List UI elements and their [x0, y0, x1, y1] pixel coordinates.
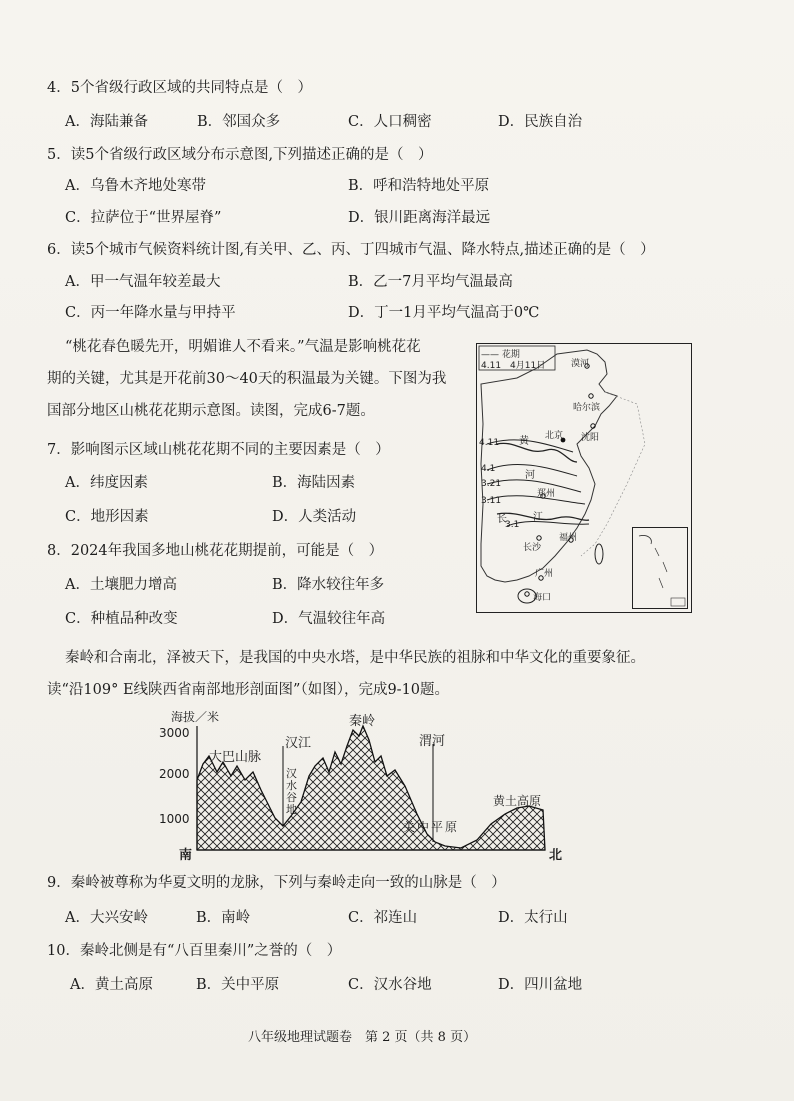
map-legend-line: —— 花期 [481, 350, 520, 360]
q7-option-b: B．海陆因素 [272, 475, 356, 491]
isoline-3-21: 3.21 [481, 479, 502, 489]
q5-option-c: C．拉萨位于“世界屋脊” [65, 210, 222, 226]
label-qinling: 秦岭 [349, 714, 376, 729]
profile-ylabel: 海拔／米 [171, 710, 220, 724]
label-guanzhong-plain: 关中平原 [403, 820, 460, 834]
river-jiang: 江 [533, 512, 543, 523]
isoline-3-1: 3.1 [505, 520, 520, 530]
city-zhengzhou: 郑州 [537, 489, 556, 499]
passage2-line1: 秦岭和合南北，泽被天下，是我国的中央水塔，是中华民族的祖脉和中华文化的重要象征。 [65, 650, 645, 666]
q6-option-c: C．丙一年降水量与甲持平 [65, 305, 236, 321]
profile-ytick-2000: 2000 [159, 767, 190, 781]
terrain-profile [159, 706, 565, 863]
q8-option-d: D．气温较往年高 [272, 611, 386, 627]
isoline-3-11: 3.11 [481, 496, 502, 506]
q9-option-d: D．太行山 [498, 910, 568, 926]
q6-option-d: D．丁一1月平均气温高于0℃ [348, 305, 540, 321]
city-fuzhou: 福州 [559, 533, 578, 543]
page-footer: 八年级地理试题卷 第 2 页（共 8 页） [248, 1030, 477, 1045]
q9-option-b: B．南岭 [196, 910, 251, 926]
map-legend-dates: 4.11 4月11日 [481, 361, 546, 371]
label-loess-plateau: 黄土高原 [493, 794, 542, 808]
profile-south: 南 [179, 848, 193, 863]
q10-option-c: C．汉水谷地 [348, 977, 432, 993]
q4-option-d: D．民族自治 [498, 114, 583, 130]
q8-option-a: A．土壤肥力增高 [65, 577, 177, 593]
passage1-line1: “桃花春色暖先开，明媚谁人不看来。”气温是影响桃花花 [65, 339, 421, 355]
river-huang: 黄 [519, 436, 529, 447]
q8-option-b: B．降水较往年多 [272, 577, 385, 593]
q7-option-d: D．人类活动 [272, 509, 357, 525]
q10-option-a: A．黄土高原 [70, 977, 153, 993]
q6-stem: 6．读5个城市气候资料统计图,有关甲、乙、丙、丁四城市气温、降水特点,描述正确的是（ ） [47, 242, 655, 258]
q9-stem: 9．秦岭被尊称为华夏文明的龙脉，下列与秦岭走向一致的山脉是（ ） [47, 875, 506, 891]
passage2-line2: 读“沿109° E线陕西省南部地形剖面图”（如图），完成9-10题。 [47, 682, 450, 698]
city-haikou: 海口 [533, 593, 552, 603]
q4-option-c: C．人口稠密 [348, 114, 432, 130]
q10-option-b: B．关中平原 [196, 977, 280, 993]
q6-option-b: B．乙一7月平均气温最高 [348, 274, 513, 290]
passage1-line3: 国部分地区山桃花花期示意图。读图，完成6-7题。 [47, 403, 375, 419]
q7-option-a: A．纬度因素 [65, 475, 148, 491]
q5-stem: 5．读5个省级行政区域分布示意图,下列描述正确的是（ ） [47, 147, 433, 163]
q9-option-a: A．大兴安岭 [65, 910, 148, 926]
label-daba-mountains: 大巴山脉 [209, 750, 262, 765]
city-harbin: 哈尔滨 [573, 403, 601, 413]
label-hanshui-valley: 汉水谷地 [286, 767, 297, 816]
city-changsha: 长沙 [523, 543, 542, 553]
q10-stem: 10．秦岭北侧是有“八百里秦川”之誉的（ ） [47, 943, 342, 959]
passage1-line2: 期的关键，尤其是开花前30～40天的积温最为关键。下图为我 [47, 371, 447, 387]
q8-stem: 8．2024年我国多地山桃花花期提前，可能是（ ） [47, 543, 384, 559]
q7-option-c: C．地形因素 [65, 509, 149, 525]
q4-option-a: A．海陆兼备 [65, 114, 148, 130]
isoline-4-1: 4.1 [481, 464, 496, 474]
inset-graphic [633, 528, 687, 608]
label-hanjiang: 汉江 [285, 736, 312, 751]
q9-option-c: C．祁连山 [348, 910, 418, 926]
q6-option-a: A．甲一气温年较差最大 [65, 274, 221, 290]
profile-ytick-3000: 3000 [159, 726, 190, 740]
profile-ytick-1000: 1000 [159, 812, 190, 826]
city-mohe: 漠河 [571, 359, 590, 369]
q5-option-b: B．呼和浩特地处平原 [348, 178, 490, 194]
south-china-sea-inset [632, 527, 688, 609]
q7-stem: 7．影响图示区域山桃花花期不同的主要因素是（ ） [47, 442, 390, 458]
river-he: 河 [525, 470, 535, 481]
q4-option-b: B．邻国众多 [197, 114, 281, 130]
city-beijing: 北京 [545, 431, 564, 441]
city-guangzhou: 广州 [535, 569, 554, 579]
q4-stem: 4．5个省级行政区域的共同特点是（ ） [47, 80, 312, 96]
peach-blossom-map [476, 343, 692, 613]
q5-option-d: D．银川距离海洋最远 [348, 210, 491, 226]
profile-north: 北 [549, 848, 563, 863]
city-shenyang: 沈阳 [581, 433, 600, 443]
river-chang: 长 [497, 514, 507, 525]
q10-option-d: D．四川盆地 [498, 977, 583, 993]
q5-option-a: A．乌鲁木齐地处寒带 [65, 178, 206, 194]
isoline-4-11: 4.11 [479, 438, 500, 448]
q8-option-c: C．种植品种改变 [65, 611, 178, 627]
label-weihe: 渭河 [419, 734, 446, 749]
profile-graphic [165, 706, 565, 862]
